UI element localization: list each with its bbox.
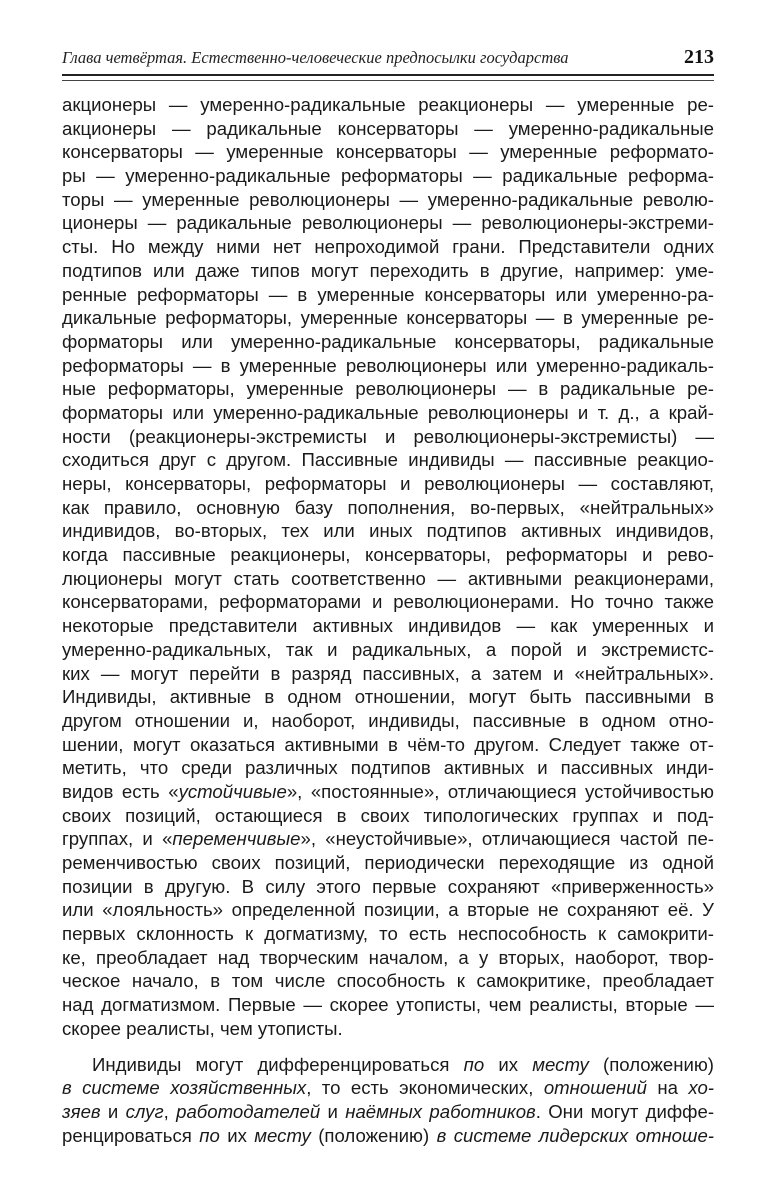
text-line [62,685,714,709]
text-span: , [163,1100,177,1122]
running-head [62,44,714,74]
text-line [62,354,714,378]
text-span: скорее реалисты, чем утописты. [62,1017,343,1039]
emphasis-span: переменчивые [172,828,301,850]
text-line [62,638,714,662]
text-span: подтипов или даже типов могут переходить в другие, например: уме- [62,259,714,281]
emphasis-span: зяев [62,1100,101,1122]
text-span: ренные реформаторы — в умеренные консерваторы или умеренно-ра- [62,283,714,305]
text-line [62,1076,714,1100]
text-line [62,780,714,804]
text-span: другом отношении и, наоборот, индивиды, пассивные в одном отно- [62,709,714,731]
text-line [62,519,714,543]
text-span: над догматизмом. Первые — скорее утописты, чем реалисты, вторые — [62,994,714,1016]
text-line [62,993,714,1017]
emphasis-span: устойчивые [178,780,287,802]
text-span: . Они могут диффе- [535,1100,714,1122]
text-span: группах, и « [62,828,173,850]
text-line [62,922,714,946]
text-span: когда пассивные реакционеры, консерваторы, реформаторы и рево- [62,544,714,566]
text-span: как правило, основную базу пополнения, во-первых, «нейтральных» [62,496,714,518]
text-span: некоторые представители активных индивидов — как умеренных и [62,615,714,637]
text-span: своих позиций, остающиеся в своих типологических группах и под- [62,804,714,826]
text-line [62,1100,714,1124]
text-line [62,472,714,496]
emphasis-span: в системе лидерских отноше- [436,1124,714,1146]
paragraph-gap [62,1041,714,1053]
text-span: ционеры — радикальные революционеры — революционеры-экстреми- [62,212,714,234]
text-span: акционеры — радикальные консерваторы — умеренно-радикальные [62,117,714,139]
text-span: ры — умеренно-радикальные реформаторы — радикальные реформа- [62,165,714,187]
text-span: сходиться друг с другом. Пассивные индивиды — пассивные реакцио- [62,449,714,471]
text-span: Индивиды могут дифференцироваться [92,1053,464,1075]
text-span: метить, что среди различных подтипов активных и пассивных инди- [62,757,714,779]
text-span: их [484,1053,533,1075]
text-line [62,709,714,733]
text-span: ременчивостью своих позиций, периодически переходящие из одной [62,852,714,873]
text-span: неры, консерваторы, реформаторы и революционеры — составляют, [62,473,714,494]
text-line [62,733,714,757]
text-span: дикальные реформаторы, умеренные консерваторы — в умеренные ре- [62,307,714,329]
text-line [62,875,714,899]
emphasis-span: месту [254,1124,311,1146]
text-span: ких — могут перейти в разряд пассивных, а затем и «нейтральных». [62,662,714,684]
paragraph [62,93,714,1041]
text-line [62,969,714,993]
text-span: ческое начало, в том числе способность к самокритике, преобладает [62,970,714,992]
text-line [62,756,714,780]
text-line [62,401,714,425]
text-line [62,140,714,164]
text-span: люционеры могут стать соответственно — активными реакционерами, [62,567,714,589]
running-title: Глава четвёртая. Естественно-человеческие предпосылки государства [62,48,569,67]
text-span: и [320,1100,346,1122]
body-text [62,93,714,1147]
text-line [62,235,714,259]
text-span: Индивиды, активные в одном отношении, могут быть пассивными в [62,686,714,708]
text-span: первых склонность к догматизму, то есть неспособность к самокрити- [62,923,714,945]
text-span: акционеры — умеренно-радикальные реакционеры — умеренные ре- [62,94,714,115]
paragraph [62,1053,714,1148]
text-span: », «неустойчивые», отличающиеся частой пе- [300,828,714,850]
text-line [62,662,714,686]
emphasis-span: работодателей [176,1100,321,1122]
text-span: ренцироваться [62,1124,200,1146]
text-line [62,164,714,188]
text-span: умеренно-радикальных, так и радикальных, а порой и экстремистс- [62,638,714,660]
emphasis-span: по [199,1124,220,1146]
text-line [62,283,714,307]
emphasis-span: месту [532,1053,589,1075]
text-span: консерваторы — умеренные консерваторы — умеренные реформато- [62,141,714,163]
text-line [62,306,714,330]
text-span: ности (реакционеры-экстремисты и революционеры-экстремисты) — [62,425,714,447]
text-span: торы — умеренные революционеры — умеренно-радикальные револю- [62,188,714,210]
text-line [62,614,714,638]
text-line [62,1017,714,1041]
text-line [62,117,714,141]
text-line [62,804,714,828]
text-line [62,93,714,117]
text-span: », «постоянные», отличающиеся устойчивостью [286,780,714,802]
text-line [62,567,714,591]
text-span: реформаторы — в умеренные революционеры или умеренно-радикаль- [62,354,714,376]
text-span: шении, могут оказаться активными в чём-то другом. Следует также от- [62,733,714,755]
text-line [62,851,714,875]
emphasis-span: хо- [688,1077,714,1099]
text-line [62,211,714,235]
text-line [62,496,714,520]
text-span: консерваторами, реформаторами и революционерами. Но точно также [62,591,714,613]
text-span: и [100,1100,126,1122]
text-line [62,1053,714,1077]
text-span: , то есть экономических, [306,1077,544,1099]
text-line [62,898,714,922]
text-span: видов есть « [62,780,179,802]
header-rule-thin [62,80,714,81]
text-line [62,448,714,472]
text-line [62,377,714,401]
emphasis-span: наёмных работников [345,1100,536,1122]
text-span: (положению) [588,1053,714,1075]
text-span: на [646,1077,689,1099]
text-span: индивидов, во-вторых, тех или иных подтипов активных индивидов, [62,520,714,542]
header-rule-thick [62,74,714,76]
text-line [62,590,714,614]
text-span: или «лояльность» определенной позиции, а вторые не сохраняют её. У [62,899,714,921]
text-line [62,188,714,212]
text-span: их [219,1124,255,1146]
text-span: ные реформаторы, умеренные революционеры — в радикальные ре- [62,378,714,400]
emphasis-span: отношений [543,1077,647,1099]
text-line [62,425,714,449]
text-span: форматоры или умеренно-радикальные революционеры и т. д., а край- [62,401,714,423]
emphasis-span: по [463,1053,485,1075]
text-span: (положению) [310,1124,437,1146]
text-line [62,543,714,567]
text-line [62,1124,714,1148]
text-line [62,946,714,970]
text-line [62,259,714,283]
text-line [62,330,714,354]
text-span: сты. Но между ними нет непроходимой грани. Представители одних [62,236,714,258]
emphasis-span: в системе хозяйственных [62,1077,307,1099]
text-span: форматоры или умеренно-радикальные консерваторы, радикальные [62,330,714,352]
page-number: 213 [684,46,714,68]
text-span: ке, преобладает над творческим началом, а у вторых, наоборот, твор- [62,946,714,968]
emphasis-span: слуг [125,1100,164,1122]
text-span: позиции в другую. В силу этого первые сохраняют «приверженность» [62,875,714,897]
text-line [62,827,714,851]
